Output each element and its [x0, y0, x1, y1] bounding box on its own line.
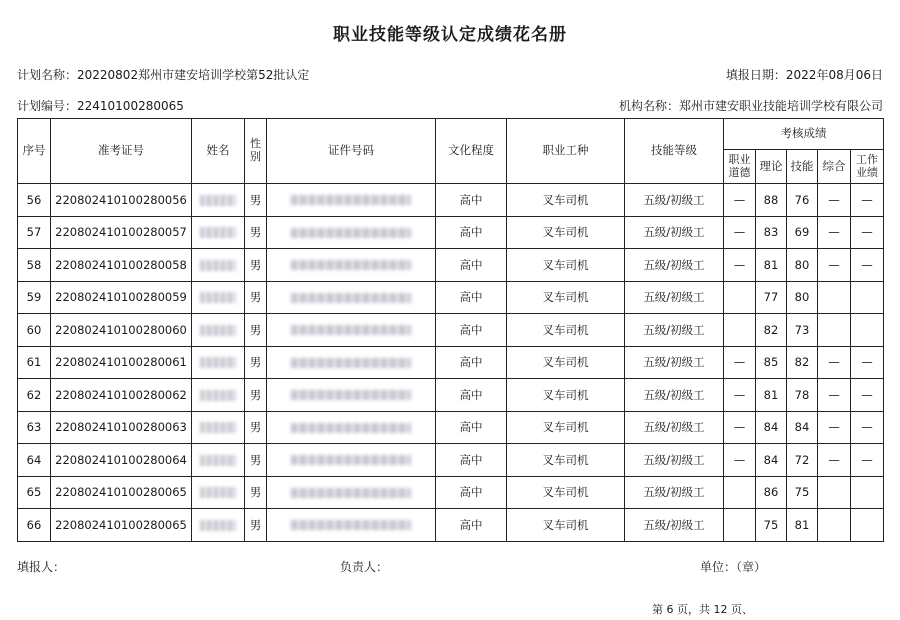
header-scores: 考核成绩	[724, 119, 884, 150]
table-row	[18, 281, 884, 314]
cell-name-redacted	[192, 346, 245, 379]
filler-label: 填报人：	[17, 560, 66, 574]
cell-id-redacted	[267, 379, 436, 412]
cell-work-performance: —	[851, 184, 884, 217]
cell-overall	[818, 314, 851, 347]
header-work-performance: 工作业绩	[851, 150, 884, 184]
cell-ethics: —	[724, 411, 756, 444]
cell-overall	[818, 509, 851, 542]
plan-name: 计划名称：20220802郑州市建安培训学校第52批认定	[17, 68, 310, 82]
table-body	[18, 184, 884, 542]
cell-gender: 男	[245, 249, 267, 282]
cell-skill: 80	[787, 249, 818, 282]
cell-gender: 男	[245, 444, 267, 477]
cell-name-redacted	[192, 411, 245, 444]
cell-name-redacted	[192, 314, 245, 347]
cell-theory: 84	[756, 444, 787, 477]
cell-overall: —	[818, 444, 851, 477]
cell-education: 高中	[436, 216, 507, 249]
cell-education: 高中	[436, 346, 507, 379]
cell-ethics: —	[724, 249, 756, 282]
cell-gender: 男	[245, 281, 267, 314]
cell-work-performance: —	[851, 216, 884, 249]
header-id-number: 证件号码	[267, 119, 436, 184]
header-overall: 综合	[818, 150, 851, 184]
cell-ethics: —	[724, 184, 756, 217]
cell-overall: —	[818, 379, 851, 412]
cell-occupation: 叉车司机	[507, 249, 625, 282]
redacted-name	[200, 292, 236, 303]
cell-education: 高中	[436, 509, 507, 542]
cell-seq: 56	[18, 184, 51, 217]
cell-overall	[818, 281, 851, 314]
cell-theory: 81	[756, 249, 787, 282]
cell-ticket: 220802410100280057	[51, 216, 192, 249]
cell-seq: 66	[18, 509, 51, 542]
cell-ticket: 220802410100280058	[51, 249, 192, 282]
cell-occupation: 叉车司机	[507, 379, 625, 412]
cell-ticket: 220802410100280059	[51, 281, 192, 314]
cell-seq: 65	[18, 476, 51, 509]
header-ticket: 准考证号	[51, 119, 192, 184]
cell-skill: 73	[787, 314, 818, 347]
cell-ethics	[724, 314, 756, 347]
institution-name: 机构名称：郑州市建安职业技能培训学校有限公司	[618, 99, 883, 113]
header-occupation: 职业工种	[507, 119, 625, 184]
cell-theory: 82	[756, 314, 787, 347]
cell-ethics: —	[724, 216, 756, 249]
redacted-id-number	[291, 520, 411, 530]
cell-id-redacted	[267, 476, 436, 509]
unit-seal-label: 单位：（章）	[700, 560, 767, 574]
cell-work-performance: —	[851, 249, 884, 282]
cell-work-performance	[851, 281, 884, 314]
cell-gender: 男	[245, 379, 267, 412]
redacted-id-number	[291, 455, 411, 465]
page-title: 职业技能等级认定成绩花名册	[333, 25, 567, 45]
cell-work-performance: —	[851, 379, 884, 412]
cell-seq: 61	[18, 346, 51, 379]
cell-skill-level: 五级/初级工	[625, 281, 724, 314]
cell-skill: 78	[787, 379, 818, 412]
cell-ethics: —	[724, 379, 756, 412]
redacted-name	[200, 520, 236, 531]
cell-skill-level: 五级/初级工	[625, 184, 724, 217]
cell-id-redacted	[267, 509, 436, 542]
redacted-id-number	[291, 325, 411, 335]
cell-gender: 男	[245, 346, 267, 379]
cell-skill-level: 五级/初级工	[625, 444, 724, 477]
cell-id-redacted	[267, 444, 436, 477]
cell-id-redacted	[267, 281, 436, 314]
cell-gender: 男	[245, 216, 267, 249]
cell-skill-level: 五级/初级工	[625, 346, 724, 379]
cell-seq: 58	[18, 249, 51, 282]
redacted-name	[200, 357, 236, 368]
redacted-name	[200, 487, 236, 498]
cell-occupation: 叉车司机	[507, 476, 625, 509]
cell-name-redacted	[192, 281, 245, 314]
cell-overall: —	[818, 249, 851, 282]
redacted-name	[200, 260, 236, 271]
cell-skill-level: 五级/初级工	[625, 476, 724, 509]
redacted-id-number	[291, 488, 411, 498]
redacted-name	[200, 195, 236, 206]
redacted-name	[200, 227, 236, 238]
page-number: 第 6 页，共 12 页、	[652, 603, 753, 616]
cell-skill: 76	[787, 184, 818, 217]
cell-work-performance: —	[851, 346, 884, 379]
cell-occupation: 叉车司机	[507, 216, 625, 249]
cell-education: 高中	[436, 249, 507, 282]
redacted-id-number	[291, 358, 411, 368]
cell-seq: 60	[18, 314, 51, 347]
cell-ticket: 220802410100280056	[51, 184, 192, 217]
cell-ethics: —	[724, 444, 756, 477]
cell-education: 高中	[436, 281, 507, 314]
cell-skill: 69	[787, 216, 818, 249]
redacted-id-number	[291, 293, 411, 303]
cell-occupation: 叉车司机	[507, 346, 625, 379]
header-seq: 序号	[18, 119, 51, 184]
table-row	[18, 346, 884, 379]
cell-ethics	[724, 476, 756, 509]
table-row	[18, 379, 884, 412]
cell-ethics	[724, 509, 756, 542]
cell-skill: 72	[787, 444, 818, 477]
header-gender: 性别	[245, 119, 267, 184]
redacted-id-number	[291, 228, 411, 238]
cell-work-performance	[851, 476, 884, 509]
header-ethics: 职业道德	[724, 150, 756, 184]
cell-work-performance: —	[851, 411, 884, 444]
table-row	[18, 249, 884, 282]
cell-skill: 75	[787, 476, 818, 509]
cell-skill: 84	[787, 411, 818, 444]
cell-overall: —	[818, 346, 851, 379]
redacted-id-number	[291, 423, 411, 433]
table-row	[18, 184, 884, 217]
cell-work-performance	[851, 314, 884, 347]
cell-ticket: 220802410100280065	[51, 509, 192, 542]
score-roster-table	[17, 118, 884, 542]
cell-id-redacted	[267, 216, 436, 249]
cell-occupation: 叉车司机	[507, 509, 625, 542]
cell-seq: 59	[18, 281, 51, 314]
cell-gender: 男	[245, 184, 267, 217]
cell-ticket: 220802410100280061	[51, 346, 192, 379]
header-theory: 理论	[756, 150, 787, 184]
cell-overall	[818, 476, 851, 509]
cell-name-redacted	[192, 476, 245, 509]
redacted-name	[200, 325, 236, 336]
cell-name-redacted	[192, 216, 245, 249]
table-row	[18, 411, 884, 444]
table-row	[18, 314, 884, 347]
cell-theory: 81	[756, 379, 787, 412]
cell-overall: —	[818, 216, 851, 249]
cell-seq: 63	[18, 411, 51, 444]
cell-occupation: 叉车司机	[507, 411, 625, 444]
redacted-name	[200, 455, 236, 466]
cell-id-redacted	[267, 314, 436, 347]
cell-name-redacted	[192, 249, 245, 282]
cell-seq: 57	[18, 216, 51, 249]
cell-skill-level: 五级/初级工	[625, 411, 724, 444]
cell-id-redacted	[267, 411, 436, 444]
cell-seq: 62	[18, 379, 51, 412]
cell-education: 高中	[436, 411, 507, 444]
cell-occupation: 叉车司机	[507, 281, 625, 314]
redacted-name	[200, 390, 236, 401]
cell-ethics: —	[724, 346, 756, 379]
cell-name-redacted	[192, 509, 245, 542]
cell-occupation: 叉车司机	[507, 184, 625, 217]
cell-ticket: 220802410100280062	[51, 379, 192, 412]
redacted-id-number	[291, 195, 411, 205]
table-row	[18, 216, 884, 249]
header-skill: 技能	[787, 150, 818, 184]
cell-seq: 64	[18, 444, 51, 477]
cell-skill-level: 五级/初级工	[625, 249, 724, 282]
cell-education: 高中	[436, 184, 507, 217]
cell-occupation: 叉车司机	[507, 314, 625, 347]
cell-ticket: 220802410100280063	[51, 411, 192, 444]
cell-name-redacted	[192, 379, 245, 412]
cell-skill-level: 五级/初级工	[625, 379, 724, 412]
cell-name-redacted	[192, 184, 245, 217]
cell-theory: 88	[756, 184, 787, 217]
cell-education: 高中	[436, 476, 507, 509]
cell-gender: 男	[245, 314, 267, 347]
cell-id-redacted	[267, 184, 436, 217]
cell-overall: —	[818, 411, 851, 444]
table-row	[18, 444, 884, 477]
cell-theory: 84	[756, 411, 787, 444]
table-row	[18, 509, 884, 542]
cell-id-redacted	[267, 346, 436, 379]
cell-skill-level: 五级/初级工	[625, 314, 724, 347]
cell-ticket: 220802410100280065	[51, 476, 192, 509]
cell-skill-level: 五级/初级工	[625, 216, 724, 249]
responsible-label: 负责人：	[340, 560, 389, 574]
cell-skill: 80	[787, 281, 818, 314]
header-education: 文化程度	[436, 119, 507, 184]
header-name: 姓名	[192, 119, 245, 184]
cell-work-performance	[851, 509, 884, 542]
cell-id-redacted	[267, 249, 436, 282]
cell-education: 高中	[436, 444, 507, 477]
cell-theory: 85	[756, 346, 787, 379]
cell-skill-level: 五级/初级工	[625, 509, 724, 542]
cell-overall: —	[818, 184, 851, 217]
cell-gender: 男	[245, 411, 267, 444]
cell-theory: 83	[756, 216, 787, 249]
cell-ticket: 220802410100280064	[51, 444, 192, 477]
cell-ticket: 220802410100280060	[51, 314, 192, 347]
cell-education: 高中	[436, 379, 507, 412]
cell-gender: 男	[245, 509, 267, 542]
cell-name-redacted	[192, 444, 245, 477]
table-row	[18, 476, 884, 509]
cell-skill: 81	[787, 509, 818, 542]
redacted-id-number	[291, 260, 411, 270]
header-skill-level: 技能等级	[625, 119, 724, 184]
cell-theory: 77	[756, 281, 787, 314]
cell-theory: 86	[756, 476, 787, 509]
cell-education: 高中	[436, 314, 507, 347]
plan-number: 计划编号：22410100280065	[17, 99, 184, 113]
cell-skill: 82	[787, 346, 818, 379]
redacted-id-number	[291, 390, 411, 400]
fill-date: 填报日期：2022年08月06日	[725, 68, 883, 82]
cell-work-performance: —	[851, 444, 884, 477]
cell-ethics	[724, 281, 756, 314]
cell-theory: 75	[756, 509, 787, 542]
redacted-name	[200, 422, 236, 433]
cell-occupation: 叉车司机	[507, 444, 625, 477]
cell-gender: 男	[245, 476, 267, 509]
